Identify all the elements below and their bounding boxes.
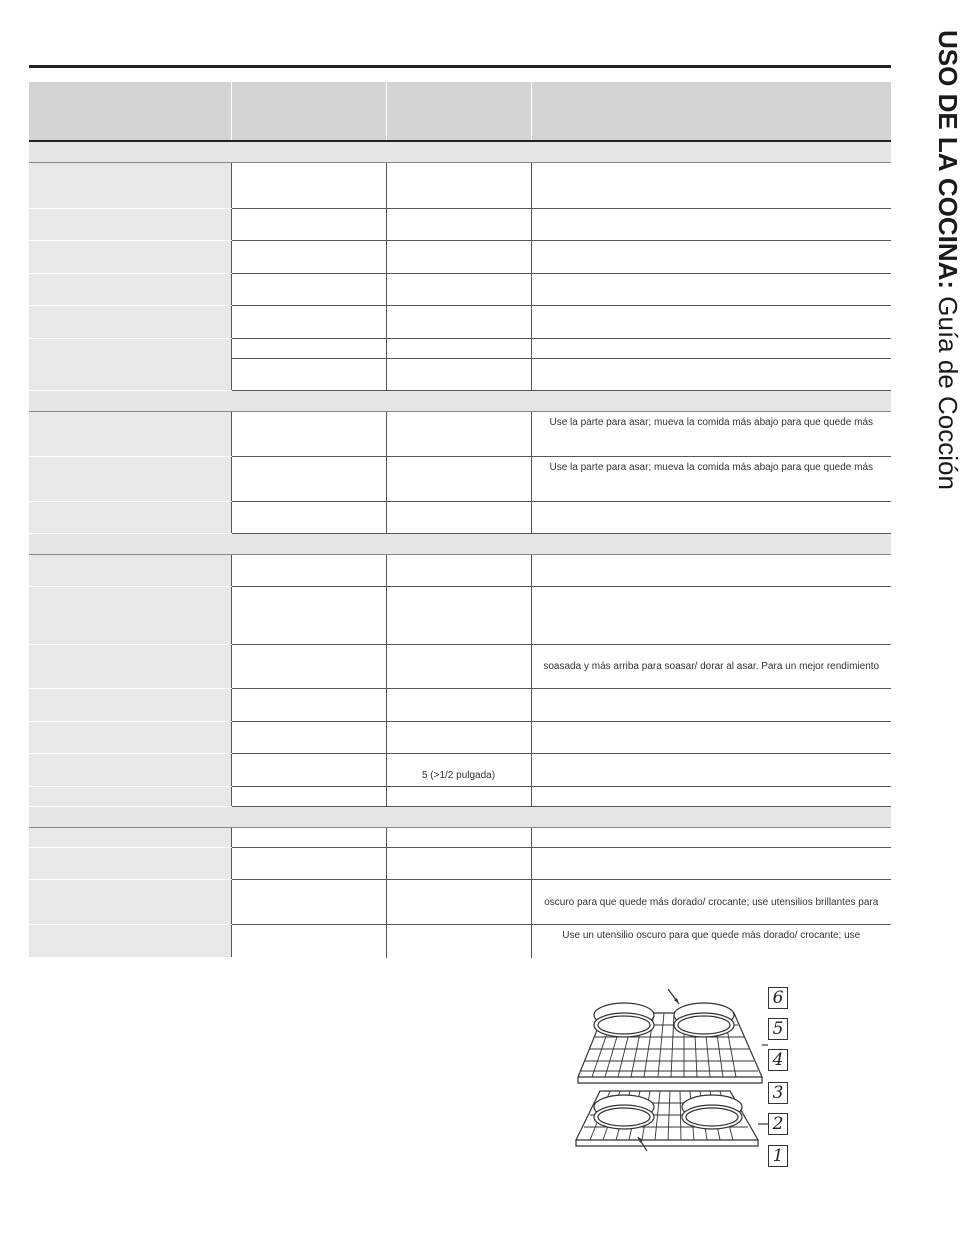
food-cell bbox=[29, 754, 231, 787]
rack-cell bbox=[386, 645, 531, 689]
rack-cell bbox=[386, 848, 531, 880]
rack-cell bbox=[386, 274, 531, 306]
rack-cell bbox=[386, 163, 531, 209]
table-row bbox=[29, 754, 891, 787]
oven-rack-diagram bbox=[572, 985, 792, 1170]
mode-cell bbox=[231, 339, 386, 359]
rack-cell bbox=[386, 209, 531, 241]
rack-number: 6 bbox=[768, 987, 788, 1009]
table-row bbox=[29, 306, 891, 339]
table-row bbox=[29, 722, 891, 754]
food-cell bbox=[29, 274, 231, 306]
mode-cell bbox=[231, 359, 386, 391]
mode-cell bbox=[231, 722, 386, 754]
mode-cell bbox=[231, 925, 386, 958]
mode-cell bbox=[231, 828, 386, 848]
tip-cell: soasada y más arriba para soasar/ dorar al asar. Para un mejor rendimiento bbox=[531, 645, 891, 689]
food-cell bbox=[29, 880, 231, 925]
category-row bbox=[29, 141, 891, 163]
tip-cell bbox=[531, 502, 891, 534]
category-row bbox=[29, 534, 891, 555]
food-cell bbox=[29, 645, 231, 689]
section-title-bold: USO DE LA COCINA: bbox=[933, 30, 963, 290]
table-row bbox=[29, 587, 891, 645]
tip-cell bbox=[531, 241, 891, 274]
tip-cell bbox=[531, 209, 891, 241]
mode-cell bbox=[231, 502, 386, 534]
rack-cell bbox=[386, 925, 531, 958]
food-cell bbox=[29, 848, 231, 880]
rack-number: 5 bbox=[768, 1018, 788, 1040]
category-row bbox=[29, 391, 891, 412]
tip-cell bbox=[531, 754, 891, 787]
rack-cell bbox=[386, 555, 531, 587]
mode-cell bbox=[231, 209, 386, 241]
rack-cell bbox=[386, 412, 531, 457]
cooking-guide-table bbox=[29, 82, 891, 958]
food-cell bbox=[29, 587, 231, 645]
rack-cell bbox=[386, 722, 531, 754]
tip-cell bbox=[531, 848, 891, 880]
rack-cell bbox=[386, 502, 531, 534]
mode-cell bbox=[231, 412, 386, 457]
oven-rack-illustration bbox=[572, 985, 792, 1170]
table-row bbox=[29, 787, 891, 807]
food-cell bbox=[29, 209, 231, 241]
food-cell bbox=[29, 555, 231, 587]
rack-cell bbox=[386, 359, 531, 391]
table-row bbox=[29, 241, 891, 274]
tip-cell: Use un utensilio oscuro para que quede más dorado/ crocante; use bbox=[531, 925, 891, 958]
mode-cell bbox=[231, 306, 386, 339]
rack-number: 3 bbox=[768, 1082, 788, 1104]
food-cell bbox=[29, 412, 231, 457]
food-cell bbox=[29, 502, 231, 534]
mode-cell bbox=[231, 645, 386, 689]
section-title-light: Guía de Cocción bbox=[933, 289, 963, 490]
top-rule bbox=[29, 65, 891, 68]
header-cell bbox=[531, 82, 891, 141]
rack-cell bbox=[386, 880, 531, 925]
food-cell bbox=[29, 339, 231, 391]
table-header-row bbox=[29, 82, 891, 141]
rack-number: 2 bbox=[768, 1113, 788, 1135]
mode-cell bbox=[231, 880, 386, 925]
food-cell bbox=[29, 457, 231, 502]
mode-cell bbox=[231, 587, 386, 645]
food-cell bbox=[29, 241, 231, 274]
table-row bbox=[29, 457, 891, 502]
tip-cell bbox=[531, 828, 891, 848]
mode-cell bbox=[231, 787, 386, 807]
rack-cell bbox=[386, 828, 531, 848]
table-row bbox=[29, 339, 891, 359]
table-row bbox=[29, 848, 891, 880]
table-row bbox=[29, 274, 891, 306]
tip-cell: Use la parte para asar; mueva la comida más abajo para que quede más bbox=[531, 412, 891, 457]
tip-cell bbox=[531, 306, 891, 339]
food-cell bbox=[29, 787, 231, 807]
mode-cell bbox=[231, 848, 386, 880]
food-cell bbox=[29, 163, 231, 209]
mode-cell bbox=[231, 163, 386, 209]
rack-cell bbox=[386, 339, 531, 359]
tip-cell bbox=[531, 163, 891, 209]
tip-cell bbox=[531, 359, 891, 391]
rack-cell: 5 (>1/2 pulgada) bbox=[386, 754, 531, 787]
tip-cell: oscuro para que quede más dorado/ crocante; use utensilios brillantes para bbox=[531, 880, 891, 925]
table-row bbox=[29, 502, 891, 534]
food-cell bbox=[29, 828, 231, 848]
mode-cell bbox=[231, 754, 386, 787]
tip-cell bbox=[531, 555, 891, 587]
rack-number: 1 bbox=[768, 1145, 788, 1167]
rack-cell bbox=[386, 787, 531, 807]
table-row bbox=[29, 209, 891, 241]
header-cell bbox=[29, 82, 231, 141]
header-cell bbox=[231, 82, 386, 141]
table-row bbox=[29, 412, 891, 457]
mode-cell bbox=[231, 555, 386, 587]
table-row bbox=[29, 689, 891, 722]
category-row bbox=[29, 807, 891, 828]
table-row bbox=[29, 880, 891, 925]
tip-cell: Use la parte para asar; mueva la comida más abajo para que quede más bbox=[531, 457, 891, 502]
mode-cell bbox=[231, 689, 386, 722]
tip-cell bbox=[531, 787, 891, 807]
tip-cell bbox=[531, 689, 891, 722]
food-cell bbox=[29, 689, 231, 722]
tip-cell bbox=[531, 587, 891, 645]
rack-cell bbox=[386, 457, 531, 502]
rack-cell bbox=[386, 587, 531, 645]
rack-cell bbox=[386, 241, 531, 274]
table-row bbox=[29, 828, 891, 848]
tip-cell bbox=[531, 274, 891, 306]
header-cell bbox=[386, 82, 531, 141]
table-row bbox=[29, 163, 891, 209]
table-row bbox=[29, 925, 891, 958]
table-row bbox=[29, 555, 891, 587]
mode-cell bbox=[231, 457, 386, 502]
table-row bbox=[29, 645, 891, 689]
rack-cell bbox=[386, 689, 531, 722]
mode-cell bbox=[231, 274, 386, 306]
tip-cell bbox=[531, 339, 891, 359]
food-cell bbox=[29, 925, 231, 958]
food-cell bbox=[29, 306, 231, 339]
mode-cell bbox=[231, 241, 386, 274]
rack-number: 4 bbox=[768, 1049, 788, 1071]
page-section-title bbox=[935, 30, 961, 490]
rack-cell bbox=[386, 306, 531, 339]
tip-cell bbox=[531, 722, 891, 754]
food-cell bbox=[29, 722, 231, 754]
